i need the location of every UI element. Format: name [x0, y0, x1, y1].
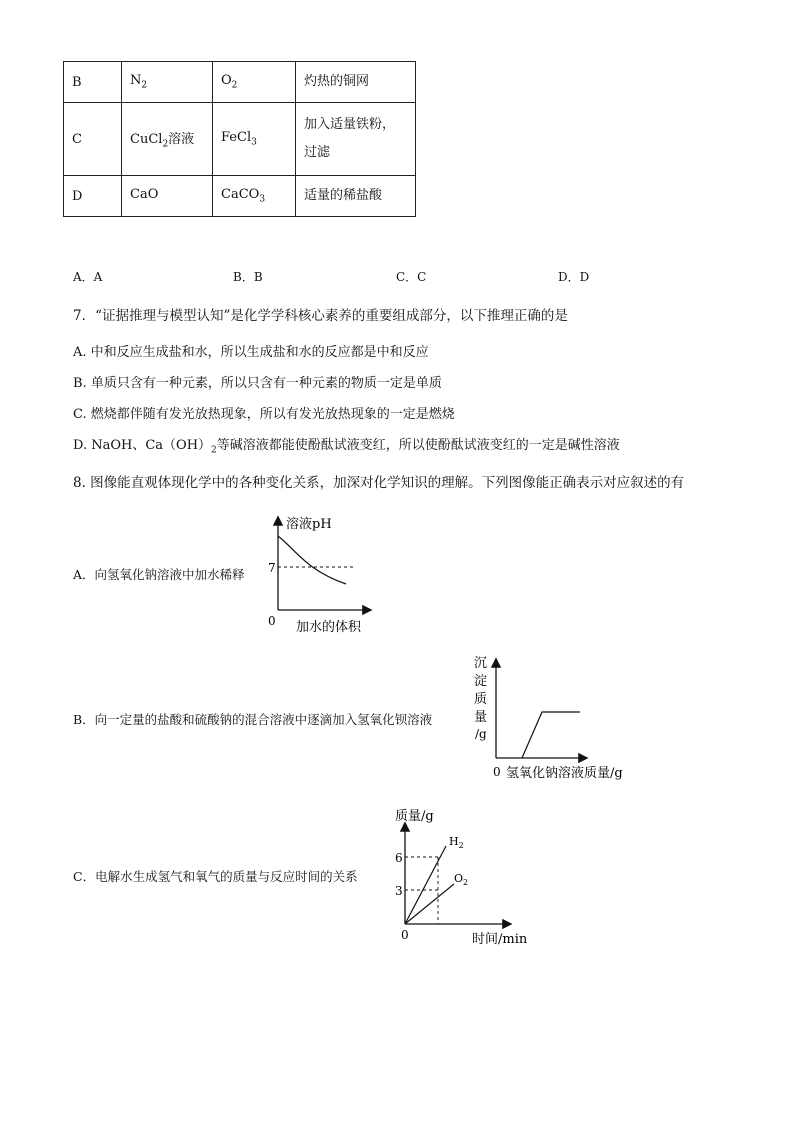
impurity-cell: $O_2$ [213, 62, 296, 103]
table-row [64, 103, 416, 176]
option-letter-cell: D [64, 176, 122, 217]
option-letter-cell: B [64, 62, 122, 103]
substance-cell: CuCl$_2$溶液 [122, 103, 213, 176]
method-cell: 加入适量铁粉，过滤 [296, 103, 416, 176]
q8-stem: 8. 图像能直观体现化学中的各种变化关系，加深对化学知识的理解。下列图像能正确表示对应叙述的有 [73, 475, 685, 491]
h2-line [405, 846, 446, 924]
x-axis-label: 加水的体积 [296, 620, 362, 635]
x-axis-label: 氢氧化钠溶液质量/g [506, 766, 623, 781]
q6-option-a: A．A [73, 270, 103, 284]
y-axis-label-char: 量 [474, 710, 488, 725]
table-row [64, 176, 416, 217]
origin-label: 0 [493, 765, 501, 779]
tick-6: 6 [395, 851, 403, 865]
y-axis-label: 质量/g [395, 809, 434, 824]
substance-cell: $N_2$ [122, 62, 213, 103]
precipitate-line [522, 712, 580, 758]
origin-label: 0 [401, 928, 409, 942]
substance-cell: CaO [122, 176, 213, 217]
table-row [64, 62, 416, 103]
q6-option-d: D．D [558, 270, 590, 284]
q8-option-c-label: C．电解水生成氢气和氧气的质量与反应时间的关系 [73, 869, 358, 884]
y-axis-label-char: 质 [474, 692, 488, 707]
origin-label: 0 [268, 614, 276, 628]
impurity-cell: CaCO$_3$ [213, 176, 296, 217]
tick-3: 3 [395, 884, 403, 898]
q6-option-b: B．B [233, 270, 263, 284]
ph-curve [278, 536, 346, 584]
q7-stem: 7．“证据推理与模型认知”是化学学科核心素养的重要组成部分，以下推理正确的是 [73, 308, 568, 324]
method-cell: 灼热的铜网 [296, 62, 416, 103]
q8-graph-c [386, 800, 542, 950]
h2-label: $H_2$ [449, 835, 464, 850]
tick-7: 7 [268, 561, 276, 575]
q7-option-b: B. 单质只含有一种元素，所以只含有一种元素的物质一定是单质 [73, 376, 442, 391]
q7-option-c: C. 燃烧都伴随有发光放热现象，所以有发光放热现象的一定是燃烧 [73, 407, 455, 422]
x-axis-label: 时间/min [472, 932, 528, 947]
y-axis-label-char: 淀 [474, 674, 488, 689]
impurity-cell: FeCl$_3$ [213, 103, 296, 176]
option-letter-cell: C [64, 103, 122, 176]
o2-label: $O_2$ [454, 872, 469, 887]
q8-graph-a [262, 510, 382, 640]
options-table [63, 61, 416, 217]
q7-option-d: D. NaOH、$Ca(OH)_2$等碱溶液都能使酚酞试液变红，所以使酚酞试液变红的一定是碱性溶液 [73, 438, 620, 456]
y-axis-label-char: /g [475, 727, 487, 741]
q6-option-c: C．C [396, 270, 427, 284]
q7-option-a: A. 中和反应生成盐和水，所以生成盐和水的反应都是中和反应 [73, 345, 429, 360]
y-axis-label: 溶液pH [286, 517, 332, 532]
q8-graph-b [468, 650, 644, 786]
y-axis-label-char: 沉 [474, 656, 488, 671]
method-cell: 适量的稀盐酸 [296, 176, 416, 217]
q8-option-b-label: B．向一定量的盐酸和硫酸钠的混合溶液中逐滴加入氢氧化钡溶液 [73, 712, 433, 727]
q8-option-a-label: A．向氢氧化钠溶液中加水稀释 [73, 567, 245, 582]
